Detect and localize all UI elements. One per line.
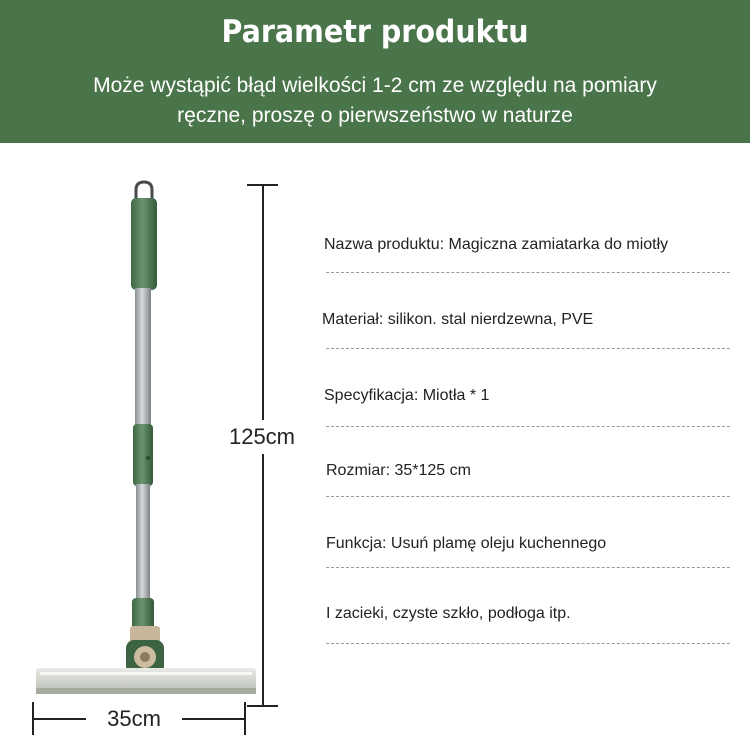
spec-item [320,535,740,553]
spec-divider [326,567,730,568]
spec-item [320,236,740,254]
subtitle-line-2: ręczne, proszę o pierwszeństwo w naturze [177,104,573,127]
spec-function-continued: I zacieki, czyste szkło, podłoga itp. [326,605,571,622]
spec-specification: Specyfikacja: Miotła * 1 [324,387,490,404]
spec-size: Rozmiar: 35*125 cm [326,462,471,479]
spec-item [320,311,740,329]
spec-name: Nazwa produktu: Magiczna zamiatarka do miotły [324,236,669,253]
spec-item [320,605,740,623]
spec-divider [326,496,730,497]
spec-item [320,462,740,480]
spec-function: Funkcja: Usuń plamę oleju kuchennego [326,535,607,552]
height-dimension-cap-bottom [247,705,278,707]
spec-item [320,387,740,405]
spec-divider [326,426,730,427]
width-dimension-cap-right [244,702,246,735]
spec-material: Materiał: silikon. stal nierdzewna, PVE [322,311,594,328]
width-dimension-label: 35cm [86,702,182,736]
subtitle-line-1: Może wystąpić błąd wielkości 1-2 cm ze względu na pomiary [93,74,657,97]
height-dimension-label: 125cm [216,420,308,454]
spec-divider [326,348,730,349]
spec-divider [326,643,730,644]
spec-divider [326,272,730,273]
page-title: Parametr produktu [221,14,529,50]
mop-squeegee-icon [0,0,300,755]
